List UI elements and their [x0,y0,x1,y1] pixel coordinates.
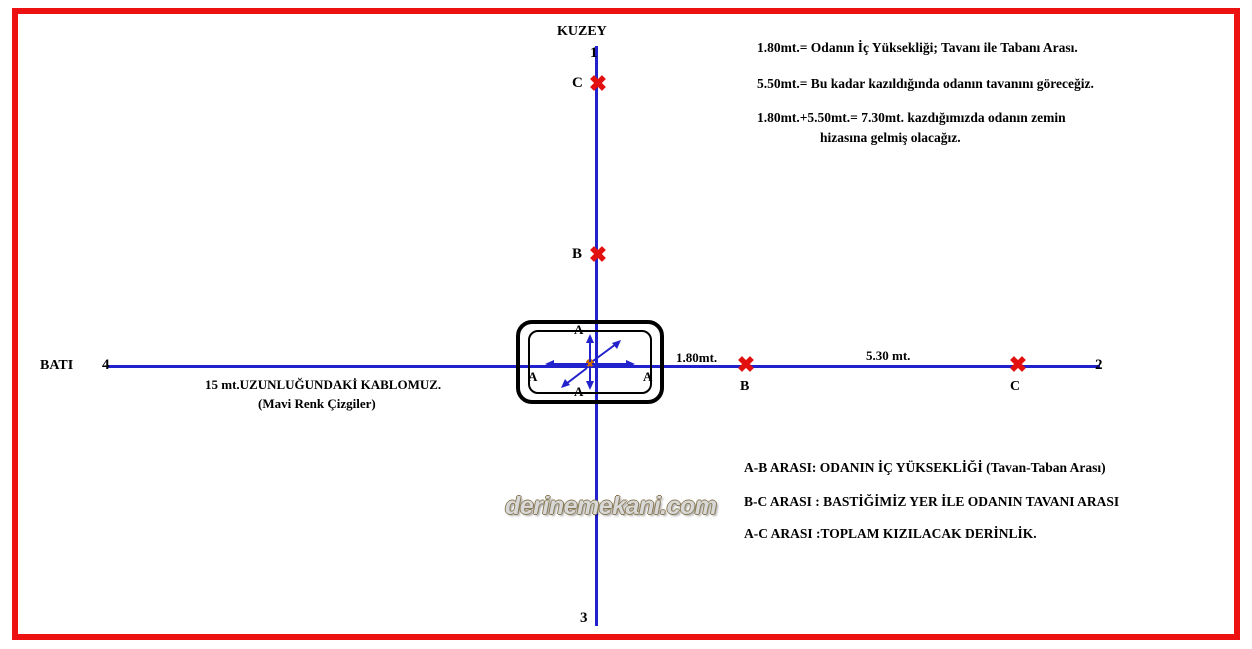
marker-label-b-horizontal: B [740,379,750,394]
room-arrow-label-right: A [643,369,653,384]
cable-length-label: 15 mt.UZUNLUĞUNDAKİ KABLOMUZ. [205,377,442,392]
watermark-text: derinemekani.com [505,492,717,520]
note-bottom-2: B-C ARASI : BASTİĞİMİZ YER İLE ODANIN TAVANI ARASI [744,494,1120,509]
label-north: KUZEY [557,24,607,39]
axis-number-bottom: 3 [580,610,588,626]
room-arrow-label-up: A [574,322,584,337]
room-arrow-label-down: A [574,384,584,399]
note-bottom-3: A-C ARASI :TOPLAM KIZILACAK DERİNLİK. [744,526,1037,541]
note-bottom-1: A-B ARASI: ODANIN İÇ YÜKSEKLİĞİ (Tavan-Taban Arası) [744,460,1106,475]
marker-b-horizontal-icon: ✖ [736,352,756,377]
note-top-2: 5.50mt.= Bu kadar kazıldığında odanın tavanını göreceğiz. [757,76,1094,91]
room-arrow-label-left: A [528,369,538,384]
cable-color-note: (Mavi Renk Çizgiler) [258,396,376,411]
dimension-5-30: 5.30 mt. [866,348,911,363]
room-center-point [586,359,594,367]
axis-number-left: 4 [102,357,110,373]
marker-label-b-vertical: B [572,246,583,262]
axis-number-right: 2 [1095,357,1103,373]
label-west: BATI [40,358,74,373]
note-top-4: hizasına gelmiş olacağız. [820,130,961,145]
marker-label-c-vertical: C [572,75,583,91]
marker-b-vertical-icon: ✖ [588,242,608,267]
marker-c-vertical-icon: ✖ [588,71,608,96]
note-top-3: 1.80mt.+5.50mt.= 7.30mt. kazdığımızda odanın zemin [757,110,1066,125]
dimension-1-80: 1.80mt. [676,350,718,365]
note-top-1: 1.80mt.= Odanın İç Yüksekliği; Tavanı ile Tabanı Arası. [757,40,1078,55]
marker-label-c-horizontal: C [1010,379,1021,394]
marker-c-horizontal-icon: ✖ [1008,352,1028,377]
axis-number-top: 1 [590,45,598,61]
